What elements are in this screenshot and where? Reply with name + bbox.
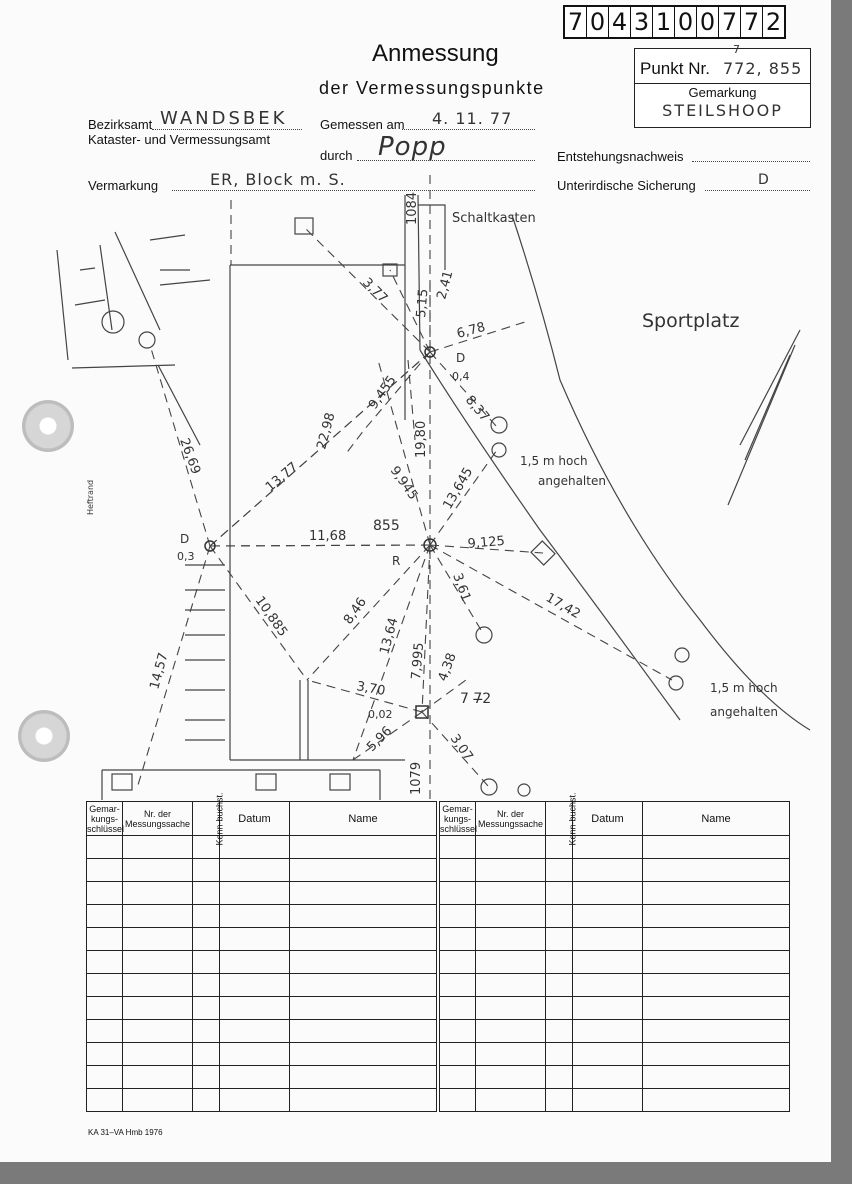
table-cell[interactable]: [87, 928, 123, 951]
table-cell[interactable]: [87, 1066, 123, 1089]
table-row: [87, 951, 437, 974]
table-cell[interactable]: [643, 882, 790, 905]
label-1079: 1079: [409, 761, 424, 795]
table-cell[interactable]: [573, 1043, 643, 1066]
table-cell[interactable]: [193, 882, 220, 905]
table-cell[interactable]: [643, 1066, 790, 1089]
label-sportplatz: Sportplatz: [642, 310, 740, 332]
label-8-37: 8,37: [461, 392, 493, 425]
table-cell[interactable]: [290, 928, 437, 951]
table-cell[interactable]: [87, 997, 123, 1020]
punkt-correction: 7: [733, 43, 741, 56]
table-cell[interactable]: [573, 1089, 643, 1112]
label-3-61: 3,61: [449, 571, 474, 604]
col-gemarkungsschluessel: Gemar-kungs-schlüssel: [87, 803, 125, 834]
table-cell[interactable]: [476, 1066, 546, 1089]
table-cell[interactable]: [87, 974, 123, 997]
table-cell[interactable]: [573, 1020, 643, 1043]
table-cell[interactable]: [573, 951, 643, 974]
table-cell[interactable]: [476, 836, 546, 859]
label-2-41: 2,41: [434, 269, 457, 302]
col-messungssache: Nr. der Messungssache: [476, 802, 546, 836]
table-cell[interactable]: [123, 882, 193, 905]
table-row: [87, 882, 437, 905]
table-cell[interactable]: [573, 928, 643, 951]
table-cell[interactable]: [193, 951, 220, 974]
label-hoch-2b: angehalten: [710, 705, 778, 719]
table-row: [87, 836, 437, 859]
table-row: [87, 997, 437, 1020]
document-number-digit: 4: [609, 7, 631, 37]
label-6-78: 6,78: [455, 319, 488, 342]
table-cell[interactable]: [546, 951, 573, 974]
table-cell[interactable]: [546, 1043, 573, 1066]
bezirksamt-value: WANDSBEK: [160, 108, 288, 129]
table-cell[interactable]: [546, 1089, 573, 1112]
table-cell[interactable]: [546, 1066, 573, 1089]
table-cell[interactable]: [643, 997, 790, 1020]
vermarkung-value: ER, Block m. S.: [210, 170, 346, 189]
table-cell[interactable]: [290, 1020, 437, 1043]
entstehung-label: Entstehungsnachweis: [557, 149, 684, 164]
table-row: [87, 928, 437, 951]
col-name: Name: [643, 802, 790, 836]
form-footer: KA 31–VA Hmb 1976: [88, 1128, 163, 1137]
table-cell[interactable]: [290, 951, 437, 974]
table-cell[interactable]: [220, 836, 290, 859]
document-number-digit: 0: [697, 7, 719, 37]
table-cell[interactable]: [643, 1043, 790, 1066]
table-cell[interactable]: [87, 905, 123, 928]
document-number-digit: 7: [719, 7, 741, 37]
gemessen-label: Gemessen am: [320, 117, 405, 132]
table-cell[interactable]: [193, 997, 220, 1020]
table-row: [87, 974, 437, 997]
label-17-42: 17,42: [543, 590, 583, 623]
document-number-digit: 7: [565, 7, 587, 37]
amt-label: Kataster- und Vermessungsamt: [88, 132, 271, 147]
table-cell[interactable]: [476, 928, 546, 951]
table-cell[interactable]: [123, 836, 193, 859]
table-row: [440, 1043, 790, 1066]
table-cell[interactable]: [476, 974, 546, 997]
label-10-885: 10,885: [251, 593, 291, 640]
table-cell[interactable]: [220, 1043, 290, 1066]
table-row: [440, 928, 790, 951]
table-cell[interactable]: [220, 859, 290, 882]
sicherung-label: Unterirdische Sicherung: [557, 178, 696, 193]
label-1084: 1084: [405, 191, 420, 225]
table-cell[interactable]: [193, 905, 220, 928]
table-cell[interactable]: [573, 1066, 643, 1089]
table-cell[interactable]: [476, 905, 546, 928]
durch-value: Popp: [378, 132, 447, 162]
table-cell[interactable]: [476, 859, 546, 882]
label-d-top-val: 0,4: [452, 370, 470, 383]
label-855: 855: [373, 518, 400, 534]
label-d-top: D: [456, 351, 466, 365]
table-row: [440, 951, 790, 974]
form-title: Anmessung: [372, 40, 499, 67]
label-5-15: 5,15: [414, 288, 432, 319]
table-cell[interactable]: [87, 1089, 123, 1112]
table-row: [440, 905, 790, 928]
table-cell[interactable]: [546, 859, 573, 882]
gemessen-value: 4. 11. 77: [432, 109, 513, 128]
document-number-digit: 7: [741, 7, 763, 37]
register-table-left: [86, 791, 437, 1112]
table-row: [87, 1043, 437, 1066]
table-cell[interactable]: [440, 1043, 476, 1066]
table-cell[interactable]: [290, 1066, 437, 1089]
table-cell[interactable]: [476, 1089, 546, 1112]
vermarkung-label: Vermarkung: [88, 178, 159, 193]
label-9-125: 9,125: [467, 533, 506, 552]
table-cell[interactable]: [440, 836, 476, 859]
table-cell[interactable]: [546, 1020, 573, 1043]
label-heftrand: Heftrand: [86, 479, 95, 515]
label-r: R: [392, 554, 401, 568]
table-cell[interactable]: [220, 1020, 290, 1043]
table-cell[interactable]: [573, 974, 643, 997]
table-cell[interactable]: [290, 859, 437, 882]
table-cell[interactable]: [123, 1043, 193, 1066]
label-3-77: 3,77: [359, 275, 391, 307]
table-cell[interactable]: [290, 1043, 437, 1066]
table-cell[interactable]: [123, 997, 193, 1020]
table-row: [440, 882, 790, 905]
sicherung-value: D: [758, 172, 770, 188]
table-cell[interactable]: [123, 974, 193, 997]
table-cell[interactable]: [220, 997, 290, 1020]
table-row: [440, 1066, 790, 1089]
table-cell[interactable]: [123, 951, 193, 974]
table-cell[interactable]: [193, 1066, 220, 1089]
table-cell[interactable]: [193, 1020, 220, 1043]
table-cell[interactable]: [440, 859, 476, 882]
label-hoch-2a: 1,5 m hoch: [710, 681, 778, 695]
col-messungssache: Nr. der Messungssache: [123, 802, 193, 836]
table-cell[interactable]: [476, 1020, 546, 1043]
table-cell[interactable]: [220, 1089, 290, 1112]
table-cell[interactable]: [643, 836, 790, 859]
table-cell[interactable]: [123, 1020, 193, 1043]
register-table-right: [439, 791, 790, 1112]
table-cell[interactable]: [290, 882, 437, 905]
col-name: Name: [290, 802, 437, 836]
table-cell[interactable]: [573, 836, 643, 859]
label-9-945: 9,945: [386, 463, 421, 503]
col-gemarkungsschluessel: Gemar-kungs-schlüssel: [440, 803, 478, 834]
punkt-label: Punkt Nr.: [640, 59, 710, 78]
table-row: [440, 1020, 790, 1043]
table-cell[interactable]: [573, 882, 643, 905]
table-cell[interactable]: [290, 974, 437, 997]
table-row: [440, 836, 790, 859]
label-schaltkasten: Schaltkasten: [452, 211, 536, 226]
table-cell[interactable]: [123, 1066, 193, 1089]
label-13-645: 13,645: [440, 465, 477, 512]
label-d-left: D: [180, 532, 190, 546]
table-cell[interactable]: [440, 997, 476, 1020]
table-cell[interactable]: [643, 928, 790, 951]
table-cell[interactable]: [440, 1020, 476, 1043]
label-8-46: 8,46: [340, 594, 370, 628]
table-cell[interactable]: [290, 997, 437, 1020]
table-cell[interactable]: [643, 974, 790, 997]
table-cell[interactable]: [193, 1043, 220, 1066]
table-row: [87, 1020, 437, 1043]
document-number-digit: 1: [653, 7, 675, 37]
durch-label: durch: [320, 148, 353, 163]
label-3-70: 3,70: [355, 679, 387, 699]
bezirksamt-label: Bezirksamt: [88, 117, 153, 132]
table-cell[interactable]: [546, 928, 573, 951]
gemarkung-label: Gemarkung: [688, 85, 757, 100]
table-cell[interactable]: [643, 951, 790, 974]
table-cell[interactable]: [440, 928, 476, 951]
table-cell[interactable]: [546, 974, 573, 997]
table-cell[interactable]: [87, 882, 123, 905]
document-number-digit: 2: [765, 8, 782, 36]
label-22-98: 22,98: [314, 411, 339, 452]
label-772: 7 7̶2: [460, 691, 492, 707]
document-number-digit: 3: [631, 7, 653, 37]
table-cell[interactable]: [123, 1089, 193, 1112]
table-cell[interactable]: [87, 859, 123, 882]
table-row: [87, 859, 437, 882]
col-kennbuchst: Kenn-buchst.: [546, 802, 573, 836]
table-cell[interactable]: [440, 1089, 476, 1112]
col-datum: Datum: [220, 802, 290, 836]
table-cell[interactable]: [476, 997, 546, 1020]
table-row: [87, 1066, 437, 1089]
form-subtitle: der Vermessungspunkte: [319, 78, 545, 98]
table-cell[interactable]: [290, 905, 437, 928]
table-cell[interactable]: [476, 951, 546, 974]
table-cell[interactable]: [643, 1089, 790, 1112]
table-cell[interactable]: [193, 974, 220, 997]
table-cell[interactable]: [546, 905, 573, 928]
label-13-77: 13,77: [262, 459, 302, 496]
table-row: [87, 1089, 437, 1112]
table-cell[interactable]: [123, 905, 193, 928]
table-cell[interactable]: [290, 836, 437, 859]
table-cell[interactable]: [220, 974, 290, 997]
table-cell[interactable]: [87, 951, 123, 974]
col-datum: Datum: [573, 802, 643, 836]
table-cell[interactable]: [573, 997, 643, 1020]
table-row: [440, 859, 790, 882]
label-5-96: 5,96: [364, 723, 396, 755]
label-7-995: 7,995: [409, 641, 428, 681]
label-13-64: 13,64: [377, 616, 402, 657]
table-cell[interactable]: [573, 859, 643, 882]
table-cell[interactable]: [643, 859, 790, 882]
table-cell[interactable]: [193, 928, 220, 951]
label-26-69: 26,69: [176, 436, 204, 477]
label-d-left-val: 0,3: [177, 550, 195, 563]
label-11-68: 11,68: [309, 529, 347, 544]
table-row: [87, 905, 437, 928]
table-cell[interactable]: [123, 928, 193, 951]
table-row: [440, 1089, 790, 1112]
table-cell[interactable]: [87, 1020, 123, 1043]
label-hoch-1a: 1,5 m hoch: [520, 454, 588, 468]
table-cell[interactable]: [87, 1043, 123, 1066]
table-cell[interactable]: [290, 1089, 437, 1112]
table-cell[interactable]: [643, 905, 790, 928]
table-cell[interactable]: [476, 882, 546, 905]
label-hoch-1b: angehalten: [538, 474, 606, 488]
table-cell[interactable]: [440, 974, 476, 997]
punkt-value: 772, 855: [723, 59, 803, 78]
gemarkung-value: STEILSHOOP: [662, 101, 783, 120]
label-14-57: 14,57: [147, 651, 172, 692]
table-cell[interactable]: [440, 905, 476, 928]
table-cell[interactable]: [220, 882, 290, 905]
col-kennbuchst: Kenn-buchst.: [193, 802, 220, 836]
table-cell[interactable]: [220, 928, 290, 951]
table-cell[interactable]: [440, 951, 476, 974]
label-3-07: 3,07: [446, 731, 476, 765]
table-cell[interactable]: [220, 905, 290, 928]
table-cell[interactable]: [193, 859, 220, 882]
label-19-80: 19,80: [414, 420, 429, 458]
table-cell[interactable]: [643, 1020, 790, 1043]
table-cell[interactable]: [87, 836, 123, 859]
table-cell[interactable]: [123, 859, 193, 882]
table-cell[interactable]: [440, 1066, 476, 1089]
table-cell[interactable]: [220, 951, 290, 974]
table-cell[interactable]: [193, 1089, 220, 1112]
table-cell[interactable]: [440, 882, 476, 905]
table-cell[interactable]: [546, 997, 573, 1020]
label-0-02: 0,02: [368, 708, 393, 721]
document-number-digit: 0: [675, 7, 697, 37]
label-9-455: 9,455: [365, 373, 400, 413]
table-cell[interactable]: [476, 1043, 546, 1066]
table-cell[interactable]: [546, 882, 573, 905]
table-row: [440, 997, 790, 1020]
table-row: [440, 974, 790, 997]
table-cell[interactable]: [573, 905, 643, 928]
table-cell[interactable]: [220, 1066, 290, 1089]
label-4-38: 4,38: [435, 651, 460, 684]
document-number-digit: 0: [587, 7, 609, 37]
